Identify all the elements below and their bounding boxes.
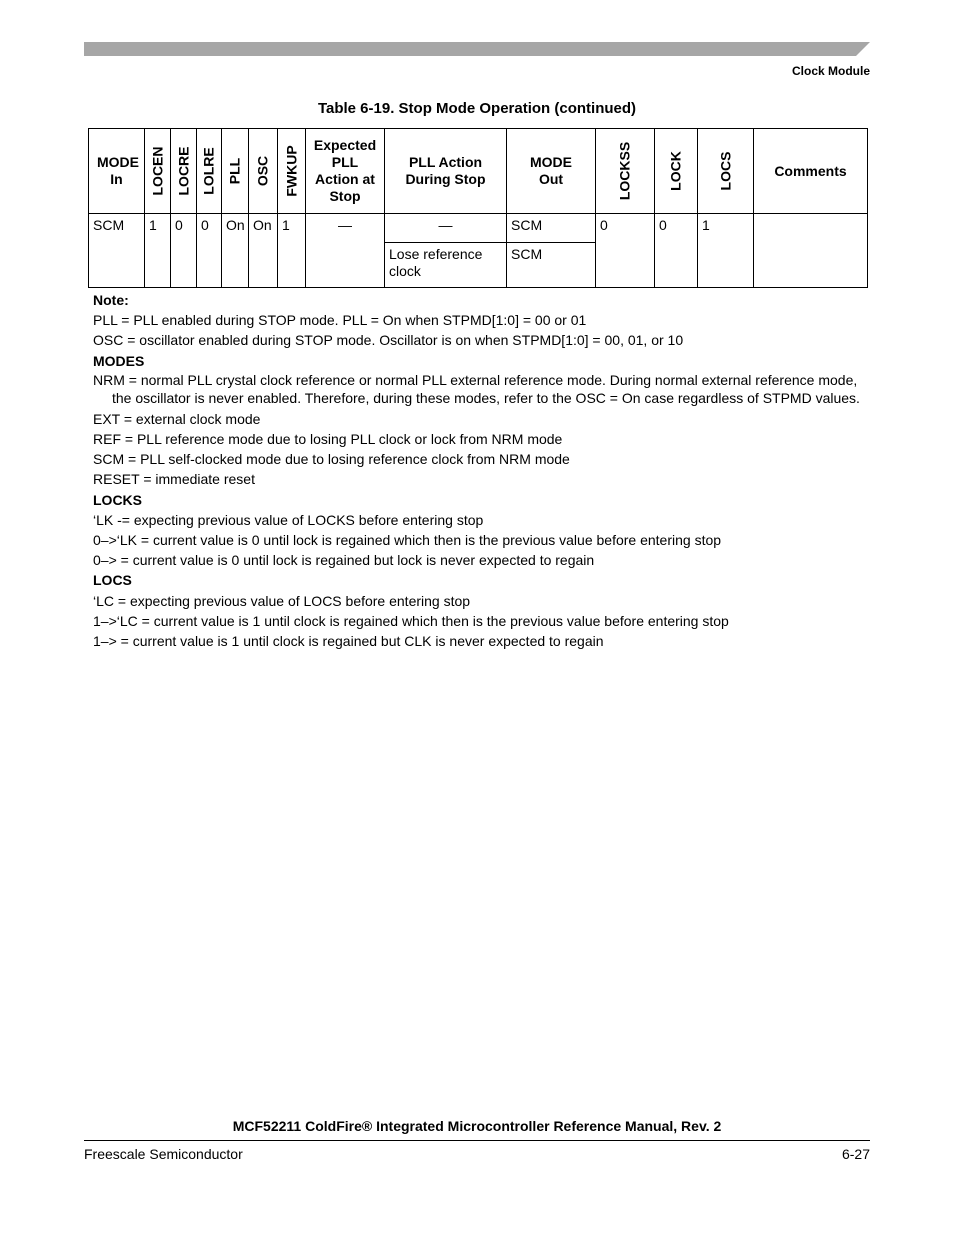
locs-heading: LOCS <box>93 572 132 589</box>
note-line: 0–>‘LK = current value is 0 until lock is regained which then is the previous value before entering stop <box>93 532 722 549</box>
table-header-row <box>89 129 868 214</box>
cell-locre: 0 <box>171 214 197 288</box>
cell-mode-in: SCM <box>89 214 145 288</box>
header-bar <box>84 42 870 56</box>
header-bar-shape <box>84 42 870 56</box>
col-locs-label: LOCS <box>717 151 733 191</box>
cell-lock: 0 <box>655 214 698 288</box>
cell-osc: On <box>249 214 278 288</box>
col-osc-label: OSC <box>254 155 271 187</box>
note-line: RESET = immediate reset <box>93 471 255 488</box>
table-caption: Table 6-19. Stop Mode Operation (continued) <box>317 100 637 117</box>
footer-divider <box>84 1140 870 1141</box>
cell-pll-action: — <box>385 214 507 243</box>
note-line: REF = PLL reference mode due to losing PLL clock or lock from NRM mode <box>93 431 563 448</box>
locks-heading: LOCKS <box>93 491 142 508</box>
table-notes <box>93 290 873 651</box>
col-locen-label: LOCEN <box>149 146 165 196</box>
cell-locs: 1 <box>698 214 754 288</box>
stop-mode-table <box>88 128 868 288</box>
col-lock-label: LOCK <box>667 151 684 191</box>
col-locs <box>698 129 754 214</box>
note-line: ‘LC = expecting previous value of LOCS before entering stop <box>93 592 471 609</box>
note-line: SCM = PLL self-clocked mode due to losing reference clock from NRM mode <box>93 451 570 468</box>
table-row <box>89 214 868 243</box>
cell-comments <box>754 214 868 288</box>
col-mode-in: MODE In <box>89 129 145 214</box>
col-lockss-label: LOCKSS <box>616 141 633 201</box>
col-fwkup <box>278 129 306 214</box>
cell-fwkup: 1 <box>278 214 306 288</box>
cell-expected: — <box>306 214 385 288</box>
note-line: OSC = oscillator enabled during STOP mode. Oscillator is on when STPMD[1:0] = 00, 01, or 10 <box>93 332 684 349</box>
note-line: ‘LK -= expecting previous value of LOCKS before entering stop <box>93 511 484 528</box>
note-heading: Note: <box>93 292 129 308</box>
col-pll-label: PLL <box>226 157 243 185</box>
note-line: 1–> = current value is 1 until clock is regained but CLK is never expected to regain <box>93 633 604 650</box>
col-comments: Comments <box>754 129 868 214</box>
cell-lolre: 0 <box>197 214 222 288</box>
note-line: PLL = PLL enabled during STOP mode. PLL = On when STPMD[1:0] = 00 or 01 <box>93 312 587 329</box>
col-lockss <box>596 129 655 214</box>
col-lolre <box>197 129 222 214</box>
note-line: EXT = external clock mode <box>93 410 261 427</box>
col-pll-action: PLL Action During Stop <box>385 129 507 214</box>
cell-mode-out: SCM <box>507 243 596 288</box>
cell-lockss: 0 <box>596 214 655 288</box>
col-locre <box>171 129 197 214</box>
col-osc <box>249 129 278 214</box>
cell-mode-out: SCM <box>507 214 596 243</box>
col-lolre-label: LOLRE <box>200 147 217 195</box>
col-locre-label: LOCRE <box>175 146 191 196</box>
note-line: 0–> = current value is 0 until lock is regained but lock is never expected to regain <box>93 552 595 569</box>
manual-title: MCF52211 ColdFire® Integrated Microcontroller Reference Manual, Rev. 2 <box>232 1118 722 1134</box>
cell-locen: 1 <box>145 214 171 288</box>
modes-heading: MODES <box>93 352 145 369</box>
cell-pll: On <box>222 214 249 288</box>
cell-pll-action: Lose reference clock <box>385 243 507 288</box>
note-line: NRM = normal PLL crystal clock reference or normal PLL external reference mode. During normal external reference mode, the oscillator is never enabled. Therefore, during these modes, refer to the OSC = On case regardless of STPMD values. <box>93 371 860 406</box>
col-mode-out: MODE Out <box>507 129 596 214</box>
col-lock <box>655 129 698 214</box>
section-title: Clock Module <box>791 64 870 78</box>
page-number: 6-27 <box>841 1146 870 1162</box>
col-fwkup-label: FWKUP <box>283 145 299 197</box>
col-pll <box>222 129 249 214</box>
col-locen <box>145 129 171 214</box>
note-line: 1–>‘LC = current value is 1 until clock is regained which then is the previous value before entering stop <box>93 612 729 629</box>
company-name: Freescale Semiconductor <box>84 1146 243 1162</box>
col-expected: Expected PLL Action at Stop <box>306 129 385 214</box>
